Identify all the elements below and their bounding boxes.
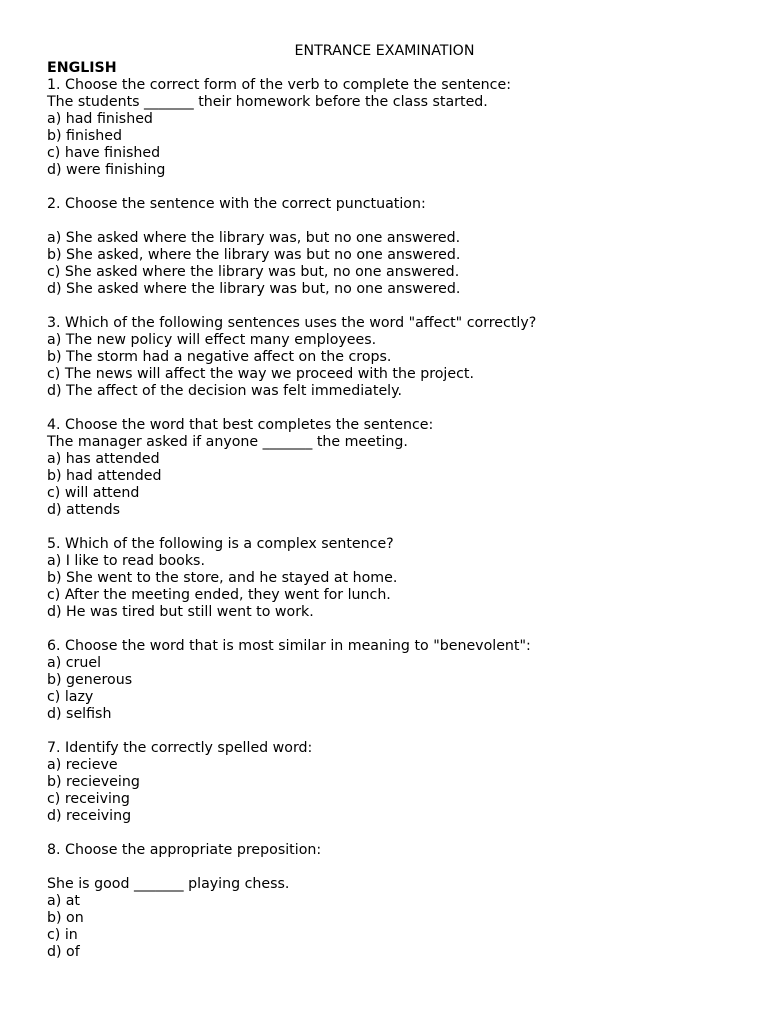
answer-option: c) lazy [47, 689, 94, 705]
answer-option: a) I like to read books. [47, 553, 205, 569]
answer-option: a) recieve [47, 757, 118, 773]
answer-option: d) receiving [47, 808, 132, 824]
question-3 [47, 315, 727, 400]
answer-option: b) had attended [47, 468, 162, 484]
spacer [47, 825, 727, 842]
spacer [47, 621, 727, 638]
answer-option: c) will attend [47, 485, 140, 501]
spacer [47, 723, 727, 740]
answer-option: b) She went to the store, and he stayed at home. [47, 570, 398, 586]
answer-option: c) She asked where the library was but, no one answered. [47, 264, 460, 280]
spacer [47, 400, 727, 417]
question-stem: 7. Identify the correctly spelled word: [47, 740, 313, 756]
answer-option: b) generous [47, 672, 133, 688]
answer-option: d) of [47, 944, 80, 960]
question-sentence: She is good _______ playing chess. [47, 876, 290, 892]
answer-option: d) He was tired but still went to work. [47, 604, 314, 620]
answer-option: c) After the meeting ended, they went for lunch. [47, 587, 391, 603]
question-sentence: The students _______ their homework before the class started. [47, 94, 488, 110]
question-stem: 5. Which of the following is a complex sentence? [47, 536, 394, 552]
answer-option: a) had finished [47, 111, 153, 127]
question-6 [47, 638, 727, 723]
answer-option: d) attends [47, 502, 120, 518]
question-stem: 6. Choose the word that is most similar in meaning to "benevolent": [47, 638, 531, 654]
question-stem: 3. Which of the following sentences uses the word "affect" correctly? [47, 315, 537, 331]
answer-option: c) have finished [47, 145, 161, 161]
answer-option: b) The storm had a negative affect on the crops. [47, 349, 392, 365]
answer-option: a) cruel [47, 655, 102, 671]
question-stem: 2. Choose the sentence with the correct punctuation: [47, 196, 426, 212]
answer-option: b) on [47, 910, 84, 926]
question-5 [47, 536, 727, 621]
question-1 [47, 77, 727, 179]
spacer [47, 298, 727, 315]
question-stem: 8. Choose the appropriate preposition: [47, 842, 322, 858]
question-7 [47, 740, 727, 825]
answer-option: d) were finishing [47, 162, 166, 178]
answer-option: c) The news will affect the way we proceed with the project. [47, 366, 474, 382]
question-8 [47, 842, 727, 961]
answer-option: a) She asked where the library was, but no one answered. [47, 230, 461, 246]
question-sentence: The manager asked if anyone _______ the meeting. [47, 434, 408, 450]
question-stem: 4. Choose the word that best completes the sentence: [47, 417, 434, 433]
section-heading: ENGLISH [47, 60, 117, 76]
spacer [47, 179, 727, 196]
document-title: ENTRANCE EXAMINATION [294, 43, 475, 59]
answer-option: a) at [47, 893, 80, 909]
answer-option: d) The affect of the decision was felt immediately. [47, 383, 402, 399]
spacer [47, 519, 727, 536]
spacer [47, 859, 727, 876]
answer-option: c) receiving [47, 791, 130, 807]
exam-document [47, 42, 727, 961]
answer-option: b) She asked, where the library was but no one answered. [47, 247, 461, 263]
answer-option: a) has attended [47, 451, 160, 467]
answer-option: d) selfish [47, 706, 112, 722]
answer-option: d) She asked where the library was but, no one answered. [47, 281, 461, 297]
question-2 [47, 196, 727, 298]
answer-option: c) in [47, 927, 78, 943]
answer-option: a) The new policy will effect many employees. [47, 332, 377, 348]
spacer [47, 213, 727, 230]
answer-option: b) recieveing [47, 774, 140, 790]
answer-option: b) finished [47, 128, 123, 144]
question-stem: 1. Choose the correct form of the verb to complete the sentence: [47, 77, 511, 93]
question-4 [47, 417, 727, 519]
